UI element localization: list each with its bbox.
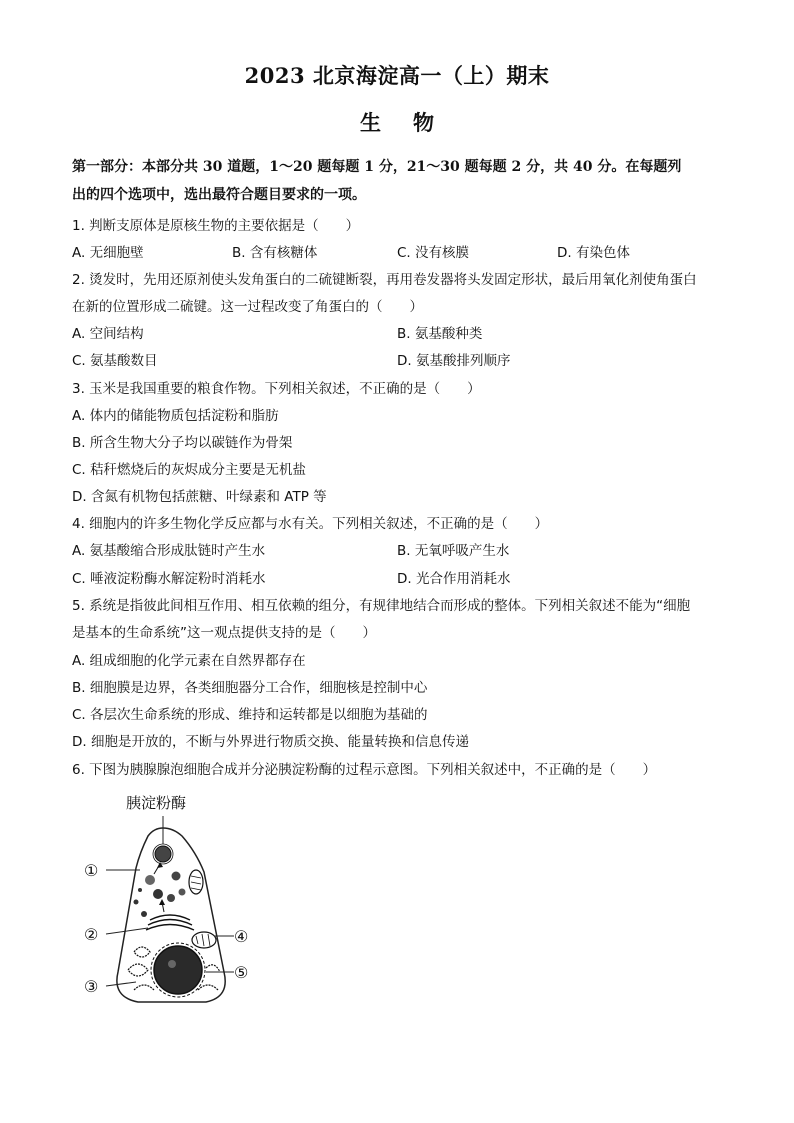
q4-option-b: B. 无氧呼吸产生水 [397, 543, 510, 559]
q6-stem: 6. 下图为胰腺腺泡细胞合成并分泌胰淀粉酶的过程示意图。下列相关叙述中，不正确的是（ ） [72, 762, 657, 778]
q3-option-a: A. 体内的储能物质包括淀粉和脂肪 [72, 408, 279, 424]
q4-stem: 4. 细胞内的许多生物化学反应都与水有关。下列相关叙述，不正确的是（ ） [72, 516, 549, 532]
q1-option-c: C. 没有核膜 [397, 245, 470, 261]
marker-2: ② [84, 925, 99, 944]
section-intro [72, 153, 732, 209]
q5-option-c: C. 各层次生命系统的形成、维持和运转都是以细胞为基础的 [72, 707, 428, 723]
q4-option-a: A. 氨基酸缩合形成肽链时产生水 [72, 543, 266, 559]
q1-option-b: B. 含有核糖体 [232, 245, 318, 261]
q5-option-a: A. 组成细胞的化学元素在自然界都存在 [72, 653, 306, 669]
pancreatic-cell-diagram [78, 792, 268, 1022]
q2-option-a: A. 空间结构 [72, 326, 144, 342]
q5-option-d: D. 细胞是开放的，不断与外界进行物质交换、能量转换和信息传递 [72, 734, 469, 750]
q2-option-b: B. 氨基酸种类 [397, 326, 483, 342]
q2-stem-line-2: 在新的位置形成二硫键。这一过程改变了角蛋白的（ ） [72, 299, 423, 315]
q3-option-c: C. 秸秆燃烧后的灰烬成分主要是无机盐 [72, 462, 307, 478]
subject-char-2: 物 [413, 110, 434, 135]
q4-option-c: C. 唾液淀粉酶水解淀粉时消耗水 [72, 571, 266, 587]
q3-option-b: B. 所含生物大分子均以碳链作为骨架 [72, 435, 293, 451]
section-intro-line-2: 出的四个选项中，选出最符合题目要求的一项。 [72, 187, 366, 203]
q5-stem-line-2: 是基本的生命系统”这一观点提供支持的是（ ） [72, 625, 376, 641]
q1-stem: 1. 判断支原体是原核生物的主要依据是（ ） [72, 218, 360, 234]
marker-4: ④ [234, 927, 249, 946]
q1-option-a: A. 无细胞壁 [72, 245, 144, 261]
q5-option-b: B. 细胞膜是边界，各类细胞器分工合作，细胞核是控制中心 [72, 680, 428, 696]
q2-option-c: C. 氨基酸数目 [72, 353, 158, 369]
q2-option-d: D. 氨基酸排列顺序 [397, 353, 511, 369]
q5-stem-line-1: 5. 系统是指彼此间相互作用、相互依赖的组分，有规律地结合而形成的整体。下列相关叙述不能为“细胞 [72, 598, 691, 614]
page-title: 2023 北京海淀高一（上）期末 [244, 63, 550, 88]
figure-label-amylase: 胰淀粉酶 [126, 794, 187, 812]
q2-stem-line-1: 2. 烫发时，先用还原剂使头发角蛋白的二硫键断裂，再用卷发器将头发固定形状，最后用氧化剂使角蛋白 [72, 272, 697, 288]
marker-3: ③ [84, 977, 99, 996]
q3-option-d: D. 含氮有机物包括蔗糖、叶绿素和 ATP 等 [72, 489, 327, 505]
subject-heading [0, 107, 794, 137]
cell-illustration [78, 792, 268, 1022]
marker-5: ⑤ [234, 963, 249, 982]
q3-stem: 3. 玉米是我国重要的粮食作物。下列相关叙述，不正确的是（ ） [72, 381, 481, 397]
q1-option-d: D. 有染色体 [557, 245, 630, 261]
section-intro-line-1: 第一部分：本部分共 30 道题，1～20 题每题 1 分，21～30 题每题 2 分，共 40 分。在每题列 [72, 159, 682, 175]
subject-char-1: 生 [360, 110, 381, 135]
q4-option-d: D. 光合作用消耗水 [397, 571, 511, 587]
marker-1: ① [84, 861, 99, 880]
